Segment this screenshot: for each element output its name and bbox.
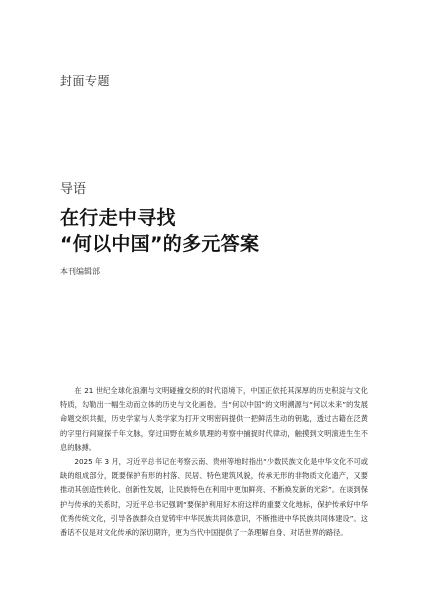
kicker-label: 导语: [60, 182, 87, 197]
article-headline: [60, 205, 259, 257]
byline: 本刊编辑部: [60, 267, 100, 276]
headline-line-2: “何以中国”的多元答案: [60, 233, 260, 255]
paragraph: 2025 年 3 月，习近平总书记在考察云南、贵州等地时指出“少数民族文化是中华文化不可或缺的组成部分，既要保护有形的村落、民居、特色建筑风貌，传承无形的非物质文化遗产，又要推动其创造性转化、创新性发展，让民族特色在利用中更加鲜亮、不断焕发新的光彩”。在谈到保护与传承的关系时，习近平总书记强调“要保护利用好木府这样的重要文化地标，保护传承好中华优秀传统文化，引导各族群众自觉铸牢中华民族共同体意识，不断推进中华民族共同体建设”。这番话不仅是对文化传承的深切期许，更为当代中国提供了一条理解自身、对话世界的路径。: [60, 457, 368, 538]
paragraph: 在 21 世纪全球化浪潮与文明碰撞交织的时代语境下，中国正依托其深厚的历史积淀与文化特质，勾勒出一幅生动而立体的历史与文化画卷。当“何以中国”的文明溯源与“何以未来”的发展命题交织共振，历史学家与人类学家为打开文明密码提供一把鲜活生动的钥匙，透过古籍在泛黄的字里行间窥探千年文脉，穿过田野在城乡肌理的考察中捕捉时代律动，触摸到文明演进生生不息的脉搏。: [60, 386, 368, 452]
headline-line-1: 在行走中寻找: [60, 207, 176, 229]
article-body: [60, 384, 368, 540]
section-label: 封面专题: [60, 74, 111, 88]
